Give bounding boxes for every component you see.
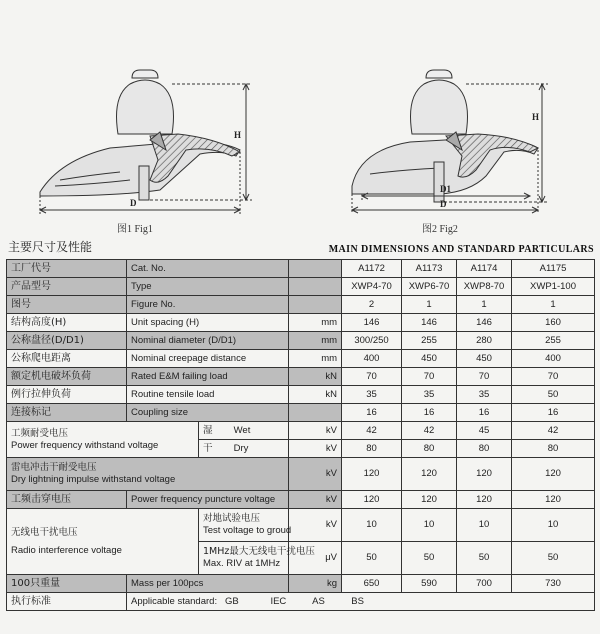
table-row bbox=[7, 296, 595, 314]
riv-max-value-4: 50 bbox=[512, 542, 595, 575]
diameter-value-1: 300/250 bbox=[342, 332, 402, 350]
routine-value-4: 50 bbox=[512, 386, 595, 404]
riv-cn: 无线电干扰电压 bbox=[11, 526, 78, 538]
lightning-value-1: 120 bbox=[342, 458, 402, 491]
table-row bbox=[7, 278, 595, 296]
pf-wet-value-1: 42 bbox=[342, 422, 402, 440]
table-row bbox=[7, 404, 595, 422]
coupling-cn: 连接标记 bbox=[7, 404, 127, 422]
failing-value-2: 70 bbox=[402, 368, 457, 386]
lightning-cn: 雷电冲击干耐受电压 bbox=[11, 462, 97, 473]
pf-cn: 工频耐受电压 bbox=[11, 427, 69, 439]
routine-unit: kN bbox=[289, 386, 342, 404]
mass-en: Mass per 100pcs bbox=[127, 575, 289, 593]
diameter-value-4: 255 bbox=[512, 332, 595, 350]
fig1-d-label: D bbox=[130, 198, 137, 208]
standard-list bbox=[127, 593, 595, 611]
riv-test-value-1: 10 bbox=[342, 509, 402, 542]
figure-value-2: 1 bbox=[402, 296, 457, 314]
failing-cn: 额定机电破坏负荷 bbox=[7, 368, 127, 386]
coupling-value-1: 16 bbox=[342, 404, 402, 422]
puncture-value-2: 120 bbox=[402, 491, 457, 509]
type-cn: 产品型号 bbox=[7, 278, 127, 296]
type-en: Type bbox=[127, 278, 289, 296]
lightning-value-2: 120 bbox=[402, 458, 457, 491]
pf-label bbox=[7, 422, 199, 458]
table-row bbox=[7, 260, 595, 278]
figure-value-1: 2 bbox=[342, 296, 402, 314]
fig2-d1-label: D1 bbox=[440, 184, 451, 194]
specification-table bbox=[6, 259, 595, 611]
riv-test-cn: 对地试验电压 bbox=[203, 513, 261, 524]
cat-value-1: A1172 bbox=[342, 260, 402, 278]
spacing-en: Unit spacing (H) bbox=[127, 314, 289, 332]
pf-dry bbox=[199, 440, 289, 458]
creepage-cn: 公称爬电距离 bbox=[7, 350, 127, 368]
spacing-value-1: 146 bbox=[342, 314, 402, 332]
pf-dry-value-1: 80 bbox=[342, 440, 402, 458]
failing-value-1: 70 bbox=[342, 368, 402, 386]
title-english: MAIN DIMENSIONS AND STANDARD PARTICULARS bbox=[328, 244, 594, 255]
failing-value-3: 70 bbox=[457, 368, 512, 386]
pf-dry-value-3: 80 bbox=[457, 440, 512, 458]
puncture-unit: kV bbox=[289, 491, 342, 509]
creepage-value-3: 450 bbox=[457, 350, 512, 368]
coupling-en: Coupling size bbox=[127, 404, 289, 422]
pf-wet-cn: 湿 bbox=[203, 424, 213, 436]
riv-max-en: Max. RIV at 1MHz bbox=[203, 558, 281, 569]
table-row bbox=[7, 575, 595, 593]
type-value-2: XWP6-70 bbox=[402, 278, 457, 296]
cat-value-2: A1173 bbox=[402, 260, 457, 278]
pf-dry-cn: 干 bbox=[203, 442, 213, 454]
mass-value-3: 700 bbox=[457, 575, 512, 593]
type-value-4: XWP1-100 bbox=[512, 278, 595, 296]
riv-max-value-2: 50 bbox=[402, 542, 457, 575]
standard-en: Applicable standard: bbox=[131, 595, 218, 607]
fig2-caption: 图2 Fig2 bbox=[422, 224, 458, 235]
pf-wet-en: Wet bbox=[233, 424, 251, 436]
riv-max-value-1: 50 bbox=[342, 542, 402, 575]
standard-iec: IEC bbox=[270, 595, 287, 607]
mass-cn: 100只重量 bbox=[7, 575, 127, 593]
coupling-value-2: 16 bbox=[402, 404, 457, 422]
pf-en: Power frequency withstand voltage bbox=[11, 439, 159, 451]
mass-value-2: 590 bbox=[402, 575, 457, 593]
coupling-value-4: 16 bbox=[512, 404, 595, 422]
creepage-value-2: 450 bbox=[402, 350, 457, 368]
table-row bbox=[7, 314, 595, 332]
spacing-value-4: 160 bbox=[512, 314, 595, 332]
riv-test-value-2: 10 bbox=[402, 509, 457, 542]
routine-value-3: 35 bbox=[457, 386, 512, 404]
pf-dry-unit: kV bbox=[289, 440, 342, 458]
riv-test-value-4: 10 bbox=[512, 509, 595, 542]
mass-value-1: 650 bbox=[342, 575, 402, 593]
puncture-cn: 工频击穿电压 bbox=[7, 491, 127, 509]
table-row bbox=[7, 368, 595, 386]
routine-en: Routine tensile load bbox=[127, 386, 289, 404]
riv-test-value-3: 10 bbox=[457, 509, 512, 542]
riv-label bbox=[7, 509, 199, 575]
diameter-value-2: 255 bbox=[402, 332, 457, 350]
lightning-value-3: 120 bbox=[457, 458, 512, 491]
riv-en: Radio interference voltage bbox=[11, 544, 122, 556]
pf-wet-value-3: 45 bbox=[457, 422, 512, 440]
riv-test-label bbox=[199, 509, 292, 542]
figure-value-4: 1 bbox=[512, 296, 595, 314]
table-row bbox=[7, 509, 595, 542]
diameter-cn: 公称盘径(D/D1) bbox=[7, 332, 127, 350]
creepage-value-1: 400 bbox=[342, 350, 402, 368]
figure-cn: 图号 bbox=[7, 296, 127, 314]
puncture-en: Power frequency puncture voltage bbox=[127, 491, 289, 509]
table-row bbox=[7, 593, 595, 611]
creepage-unit: mm bbox=[289, 350, 342, 368]
mass-value-4: 730 bbox=[512, 575, 595, 593]
spacing-cn: 结构高度(H) bbox=[7, 314, 127, 332]
table-row bbox=[7, 422, 595, 440]
puncture-value-1: 120 bbox=[342, 491, 402, 509]
spacing-unit: mm bbox=[289, 314, 342, 332]
insulator-drawing-svg bbox=[0, 0, 600, 236]
pf-dry-en: Dry bbox=[233, 442, 249, 454]
pf-wet bbox=[199, 422, 289, 440]
puncture-value-4: 120 bbox=[512, 491, 595, 509]
mass-unit: kg bbox=[289, 575, 342, 593]
riv-max-unit: μV bbox=[289, 542, 342, 575]
spacing-value-2: 146 bbox=[402, 314, 457, 332]
standard-bs: BS bbox=[351, 595, 364, 607]
pf-wet-value-4: 42 bbox=[512, 422, 595, 440]
standard-as: AS bbox=[312, 595, 325, 607]
pf-wet-unit: kV bbox=[289, 422, 342, 440]
pf-dry-value-2: 80 bbox=[402, 440, 457, 458]
diameter-value-3: 280 bbox=[457, 332, 512, 350]
fig1-h-label: H bbox=[234, 130, 242, 140]
pf-dry-value-4: 80 bbox=[512, 440, 595, 458]
cat-value-4: A1175 bbox=[512, 260, 595, 278]
figure-en: Figure No. bbox=[127, 296, 289, 314]
fig2-d-label: D bbox=[440, 199, 447, 209]
standard-gb: GB bbox=[225, 595, 239, 607]
table-row bbox=[7, 491, 595, 509]
lightning-label bbox=[7, 458, 289, 491]
riv-max-value-3: 50 bbox=[457, 542, 512, 575]
routine-cn: 例行拉伸负荷 bbox=[7, 386, 127, 404]
standard-cn: 执行标准 bbox=[7, 593, 127, 611]
title-chinese: 主要尺寸及性能 bbox=[8, 240, 93, 254]
spacing-value-3: 146 bbox=[457, 314, 512, 332]
routine-value-2: 35 bbox=[402, 386, 457, 404]
table-row bbox=[7, 458, 595, 491]
diameter-unit: mm bbox=[289, 332, 342, 350]
riv-test-unit: kV bbox=[289, 509, 342, 542]
riv-test-en: Test voltage to groud bbox=[203, 525, 292, 536]
failing-value-4: 70 bbox=[512, 368, 595, 386]
failing-en: Rated E&M failing load bbox=[127, 368, 289, 386]
fig1-drawing bbox=[40, 70, 252, 214]
coupling-value-3: 16 bbox=[457, 404, 512, 422]
creepage-value-4: 400 bbox=[512, 350, 595, 368]
pf-wet-value-2: 42 bbox=[402, 422, 457, 440]
table-row bbox=[7, 386, 595, 404]
routine-value-1: 35 bbox=[342, 386, 402, 404]
cat-cn: 工厂代号 bbox=[7, 260, 127, 278]
cat-value-3: A1174 bbox=[457, 260, 512, 278]
table-row bbox=[7, 332, 595, 350]
riv-max-label bbox=[199, 542, 315, 575]
creepage-en: Nominal creepage distance bbox=[127, 350, 289, 368]
figure-value-3: 1 bbox=[457, 296, 512, 314]
riv-max-cn: 1MHz最大无线电干扰电压 bbox=[203, 546, 315, 557]
type-value-3: XWP8-70 bbox=[457, 278, 512, 296]
fig2-h-label: H bbox=[532, 112, 540, 122]
type-value-1: XWP4-70 bbox=[342, 278, 402, 296]
insulator-drawings bbox=[0, 0, 600, 236]
lightning-unit: kV bbox=[289, 458, 342, 491]
failing-unit: kN bbox=[289, 368, 342, 386]
fig1-caption: 图1 Fig1 bbox=[117, 224, 153, 235]
puncture-value-3: 120 bbox=[457, 491, 512, 509]
table-row bbox=[7, 350, 595, 368]
diameter-en: Nominal diameter (D/D1) bbox=[127, 332, 289, 350]
lightning-en: Dry lightning impulse withstand voltage bbox=[11, 474, 176, 485]
lightning-value-4: 120 bbox=[512, 458, 595, 491]
cat-en: Cat. No. bbox=[127, 260, 289, 278]
